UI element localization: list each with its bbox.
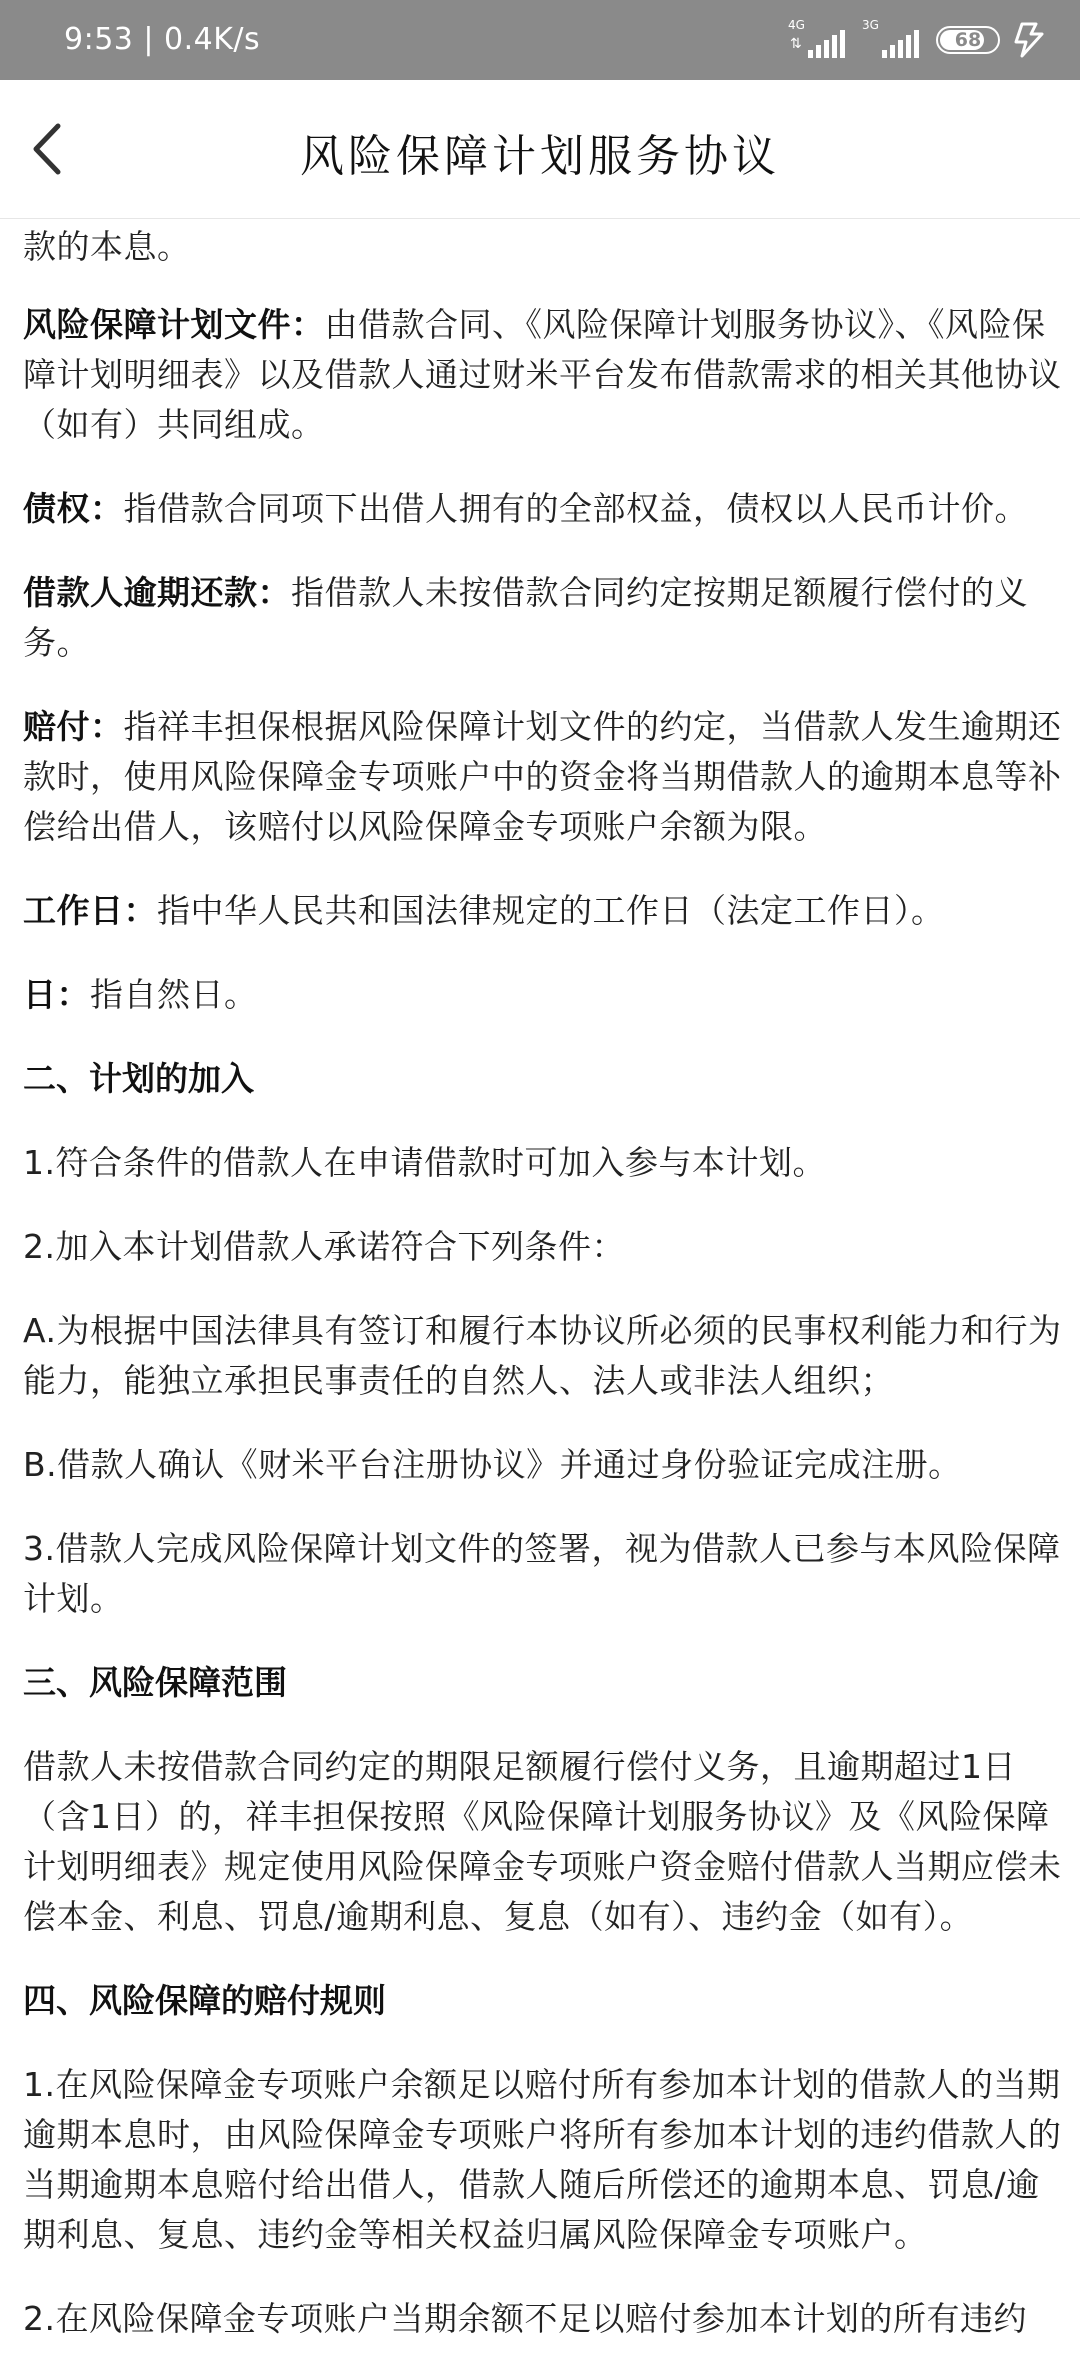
status-time: 9:53 | 0.4K/s xyxy=(64,22,261,57)
definition-text: 由借款合同、《风险保障计划服务协议》、《风险保障计划明细表》以及借款人通过财米平台发布借款需求的相关其他协议（如有）共同组成。 xyxy=(23,305,1062,444)
charging-icon xyxy=(1014,22,1044,58)
definition-text: 指中华人民共和国法律规定的工作日（法定工作日）。 xyxy=(157,891,945,930)
paragraph-continuation: 款的本息。 xyxy=(23,227,191,266)
definition-claim xyxy=(23,484,1063,534)
paragraph-scope: 借款人未按借款合同约定的期限足额履行偿付义务，且逾期超过1日（含1日）的，祥丰担保按照《风险保障计划服务协议》及《风险保障计划明细表》规定使用风险保障金专项账户资金赔付借款人当期应偿未偿本金、利息、罚息/逾期利息、复息（如有）、违约金（如有）。 xyxy=(23,1747,1062,1936)
agreement-content xyxy=(23,222,1063,2378)
signal-4g-label: 4G xyxy=(788,18,805,32)
paragraph-join-3: 3.借款人完成风险保障计划文件的签署，视为借款人已参与本风险保障计划。 xyxy=(23,1529,1061,1618)
paragraph-rules-1: 1.在风险保障金专项账户余额足以赔付所有参加本计划的借款人的当期逾期本息时，由风险保障金专项账户将所有参加本计划的违约借款人的当期逾期本息赔付给出借人，借款人随后所偿还的逾期本息、罚息/逾期利息、复息、违约金等相关权益归属风险保障金专项账户。 xyxy=(23,2065,1062,2254)
battery-icon xyxy=(936,26,1000,54)
definition-text: 指自然日。 xyxy=(90,975,258,1014)
paragraph-join-b: B.借款人确认《财米平台注册协议》并通过身份验证完成注册。 xyxy=(23,1445,962,1484)
definition-text: 指祥丰担保根据风险保障计划文件的约定，当借款人发生逾期还款时，使用风险保障金专项账户中的资金将当期借款人的逾期本息等补偿给出借人，该赔付以风险保障金专项账户余额为限。 xyxy=(23,707,1062,846)
data-arrows-icon: ⇅ xyxy=(790,36,802,52)
status-bar xyxy=(0,0,1080,80)
paragraph-join-2: 2.加入本计划借款人承诺符合下列条件： xyxy=(23,1227,625,1266)
definition-compensation xyxy=(23,702,1063,852)
status-icons xyxy=(788,18,1044,62)
definition-term: 债权： xyxy=(23,489,124,528)
section-heading-scope: 三、风险保障范围 xyxy=(23,1663,287,1702)
definition-term: 风险保障计划文件： xyxy=(23,305,325,344)
paragraph-join-a: A.为根据中国法律具有签订和履行本协议所必须的民事权利能力和行为能力，能独立承担民事责任的自然人、法人或非法人组织； xyxy=(23,1311,1062,1400)
title-bar xyxy=(0,80,1080,219)
page-title: 风险保障计划服务协议 xyxy=(300,131,780,182)
paragraph-join-1: 1.符合条件的借款人在申请借款时可加入参与本计划。 xyxy=(23,1143,826,1182)
section-heading-join: 二、计划的加入 xyxy=(23,1059,254,1098)
signal-4g-icon xyxy=(788,18,848,62)
definition-term: 工作日： xyxy=(23,891,157,930)
signal-bars-icon xyxy=(808,30,845,58)
definition-term: 日： xyxy=(23,975,90,1014)
definition-overdue xyxy=(23,568,1063,668)
definition-text: 指借款人未按借款合同约定按期足额履行偿付的义务。 xyxy=(23,573,1028,662)
signal-3g-icon xyxy=(862,18,922,62)
definition-workday xyxy=(23,886,1063,936)
definition-plan-documents xyxy=(23,300,1063,450)
battery-level: 68 xyxy=(954,29,982,51)
paragraph-rules-2: 2.在风险保障金专项账户当期余额不足以赔付参加本计划的所有违约 xyxy=(23,2299,1027,2338)
definition-term: 赔付： xyxy=(23,707,124,746)
definition-day xyxy=(23,970,1063,1020)
section-heading-rules: 四、风险保障的赔付规则 xyxy=(23,1981,386,2020)
definition-term: 借款人逾期还款： xyxy=(23,573,291,612)
signal-bars-icon xyxy=(882,30,919,58)
definition-text: 指借款合同项下出借人拥有的全部权益，债权以人民币计价。 xyxy=(123,489,1028,528)
signal-3g-label: 3G xyxy=(862,18,879,32)
